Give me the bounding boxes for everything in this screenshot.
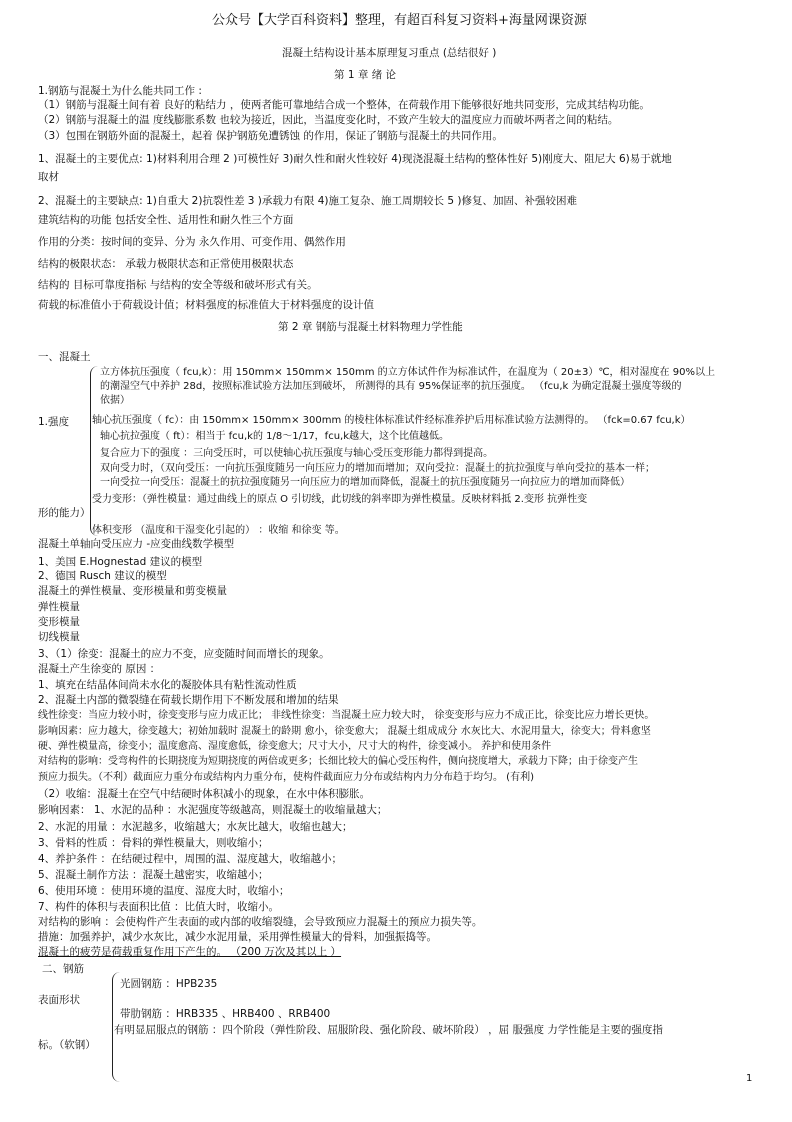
text-line: 2、德国 Rusch 建议的模型 — [38, 570, 167, 582]
section-concrete: 一、混凝土 — [38, 351, 91, 363]
text-line: 硬、弹性模量高，徐变小；温度愈高、湿度愈低，徐变愈大；尺寸大小，尺寸大的构件，徐变减小。 养护和使用条件 — [38, 741, 552, 752]
ribbed-bar: 带肋钢筋 ：HRB335 、HRB400 、RRB400 — [120, 1008, 331, 1020]
complex-stress-1: 复合应力下的强度 ：三向受压时，可以使轴心抗压强度与轴心受压变形能力都得到提高。 — [100, 448, 494, 459]
surface-shape-label: 表面形状 — [38, 994, 80, 1006]
text-line: 建筑结构的功能 包括安全性、适用性和耐久性三个方面 — [38, 214, 294, 226]
text-line: 混凝土产生徐变的 原因 ： — [38, 663, 161, 675]
text-line: 3、（1）徐变：混凝土的应力不变，应变随时间而增长的现象。 — [38, 648, 330, 660]
text-line: （2）收缩：混凝土在空气中结硬时体积减小的现象，在水中体积膨胀。 — [38, 788, 371, 800]
text-line: 影响因素：应力越大，徐变越大；初始加载时 混凝土的龄期 愈小，徐变愈大； 混凝土组成成分 水灰比大、水泥用量大，徐变大；骨料愈坚 — [38, 726, 651, 737]
cube-strength-line-3: 依据） — [100, 395, 130, 406]
text-line: 荷载的标准值小于荷载设计值；材料强度的标准值大于材料强度的设计值 — [38, 299, 374, 311]
page-number: 1 — [746, 1073, 753, 1084]
section-steel: 二、钢筋 — [42, 963, 84, 975]
text-line: 结构的 目标可靠度指标 与结构的安全等级和破坏形式有关。 — [38, 279, 318, 291]
text-line: 结构的极限状态： 承载力极限状态和正常使用极限状态 — [38, 258, 294, 270]
complex-stress-2: 双向受力时，（双向受压：一向抗压强度随另一向压应力的增加而增加；双向受拉：混凝土的抗拉强度与单向受拉的基本一样； — [100, 463, 655, 474]
chapter-2-heading: 第 2 章 钢筋与混凝土材料物理力学性能 — [278, 321, 463, 333]
text-line: 取材 — [38, 171, 59, 183]
document-title: 混凝土结构设计基本原理复习重点 (总结很好 ) — [282, 47, 497, 59]
chapter-1-heading: 第 1 章 绪 论 — [334, 69, 397, 81]
text-line: 线性徐变：当应力较小时，徐变变形与应力成正比； 非线性徐变：当混凝土应力较大时， 徐变变形与应力不成正比，徐变比应力增长更快。 — [38, 710, 655, 721]
text-line: 4、养护条件 ：在结硬过程中，周围的温、湿度越大，收缩越小； — [38, 853, 343, 865]
text-line: 5、混凝土制作方法 ：混凝土越密实，收缩越小； — [38, 869, 269, 881]
text-line: 影响因素： 1、水泥的品种 ：水泥强度等级越高，则混凝土的收缩量越大； — [38, 804, 388, 816]
axial-compressive-strength: 轴心抗压强度（ fc）：由 150mm× 150mm× 300mm 的棱柱体标准试件经标准养护后用标准试验方法测得的。 （fck=0.67 fcu,k） — [92, 415, 691, 426]
text-line: 2、混凝土的主要缺点: 1)自重大 2)抗裂性差 3 )承载力有限 4)施工复杂、施工周期较长 5 )修复、加固、补强较困难 — [38, 195, 577, 207]
text-line: （1）钢筋与混凝土间有着 良好的粘结力 ，使两者能可靠地结合成一个整体，在荷载作用下能够很好地共同变形，完成其结构功能。 — [38, 99, 650, 111]
text-line: （2）钢筋与混凝土的温 度线膨胀系数 也较为接近，因此，当温度变化时，不致产生较大的温度应力而破坏两者之间的粘结。 — [38, 114, 619, 126]
axial-tensile-strength: 轴心抗拉强度（ ft）：相当于 fcu,k的 1/8～1/17，fcu,k越大，这个比值越低。 — [100, 431, 450, 442]
text-line: 3、骨料的性质 ：骨料的弹性模量大，则收缩小； — [38, 837, 269, 849]
force-deformation: 受力变形：（弹性模量：通过曲线上的原点 O 引切线，此切线的斜率即为弹性模量。反映材料抵 2.变形 抗弹性变 — [92, 494, 588, 505]
text-line: 变形模量 — [38, 616, 80, 628]
strength-label: 1.强度 — [38, 416, 70, 428]
text-line: 1.钢筋与混凝土为什么能共同工作 : — [38, 85, 202, 97]
text-line: 对结构的影响 ：会使构件产生表面的或内部的收缩裂缝，会导致预应力混凝土的预应力损失等。 — [38, 916, 483, 928]
text-line: 切线模量 — [38, 631, 80, 643]
text-line: 预应力损失。（不利）截面应力重分布或结构内力重分布，使构件截面应力分布或结构内力分布趋于均匀。 (有利) — [38, 772, 534, 783]
soft-steel-label: 标。（软钢） — [38, 1039, 96, 1051]
text-line: 措施：加强养护，减少水灰比，减少水泥用量，采用弹性模量大的骨料，加强振捣等。 — [38, 931, 437, 943]
cube-strength-line-2: 的潮湿空气中养护 28d，按照标准试验方法加压到破坏， 所测得的具有 95%保证率的抗压强度。 （fcu,k 为确定混凝土强度等级的 — [100, 381, 682, 392]
text-line: 7、构件的体积与表面积比值 ：比值大时，收缩小。 — [38, 901, 280, 913]
text-line: 弹性模量 — [38, 601, 80, 613]
text-line: 2、混凝土内部的微裂缝在荷载长期作用下不断发展和增加的结果 — [38, 694, 339, 706]
text-line: 1、填充在结晶体间尚未水化的凝胶体具有粘性流动性质 — [38, 679, 297, 691]
round-bar: 光圆钢筋 ：HPB235 — [120, 978, 218, 990]
volume-deformation: 体积变形 （温度和干湿变化引起的） ：收缩 和徐变 等。 — [92, 525, 345, 536]
text-line: 1、美国 E.Hognestad 建议的模型 — [38, 556, 203, 568]
cube-strength-line-1: 立方体抗压强度（ fcu,k）：用 150mm× 150mm× 150mm 的立方体试件作为标准试件，在温度为（ 20±3）℃，相对湿度在 90%以上 — [100, 367, 715, 378]
text-line: 作用的分类：按时间的变异、分为 永久作用、可变作用、偶然作用 — [38, 236, 346, 248]
yield-steel: 有明显屈服点的钢筋 ：四个阶段（弹性阶段、屈服阶段、强化阶段、破坏阶段） ，屈 服强度 力学性能是主要的强度指 — [114, 1024, 663, 1036]
text-line: 混凝土的弹性模量、变形模量和剪变模量 — [38, 585, 227, 597]
fatigue-line: 混凝土的疲劳是荷载重复作用下产生的。 （200 万次及其以上 ） — [38, 946, 342, 958]
complex-stress-3: 一向受拉一向受压：混凝土的抗拉强度随另一向压应力的增加而降低，混凝土的抗压强度随另一向拉应力的增加而降低） — [100, 477, 630, 488]
text-line: 对结构的影响：受弯构件的长期挠度为短期挠度的两倍或更多；长细比较大的偏心受压构件，侧向挠度增大，承载力下降；由于徐变产生 — [38, 756, 638, 767]
text-line: 1、混凝土的主要优点: 1)材料利用合理 2 )可模性好 3)耐久性和耐火性较好 4)现浇混凝土结构的整体性好 5)刚度大、阻尼大 6)易于就地 — [38, 153, 672, 165]
page-header: 公众号【大学百科资料】整理，有超百科复习资料+海量网课资源 — [212, 13, 587, 28]
text-line: 2、水泥的用量 ：水泥越多，收缩越大；水灰比越大，收缩也越大； — [38, 821, 353, 833]
deformation-label: 形的能力） — [38, 507, 91, 519]
text-line: （3）包围在钢筋外面的混凝土，起着 保护钢筋免遭锈蚀 的作用，保证了钢筋与混凝土的共同作用。 — [38, 130, 503, 142]
text-line: 6、使用环境 ：使用环境的温度、湿度大时，收缩小； — [38, 885, 290, 897]
text-line: 混凝土单轴向受压应力 -应变曲线数学模型 — [38, 538, 235, 550]
